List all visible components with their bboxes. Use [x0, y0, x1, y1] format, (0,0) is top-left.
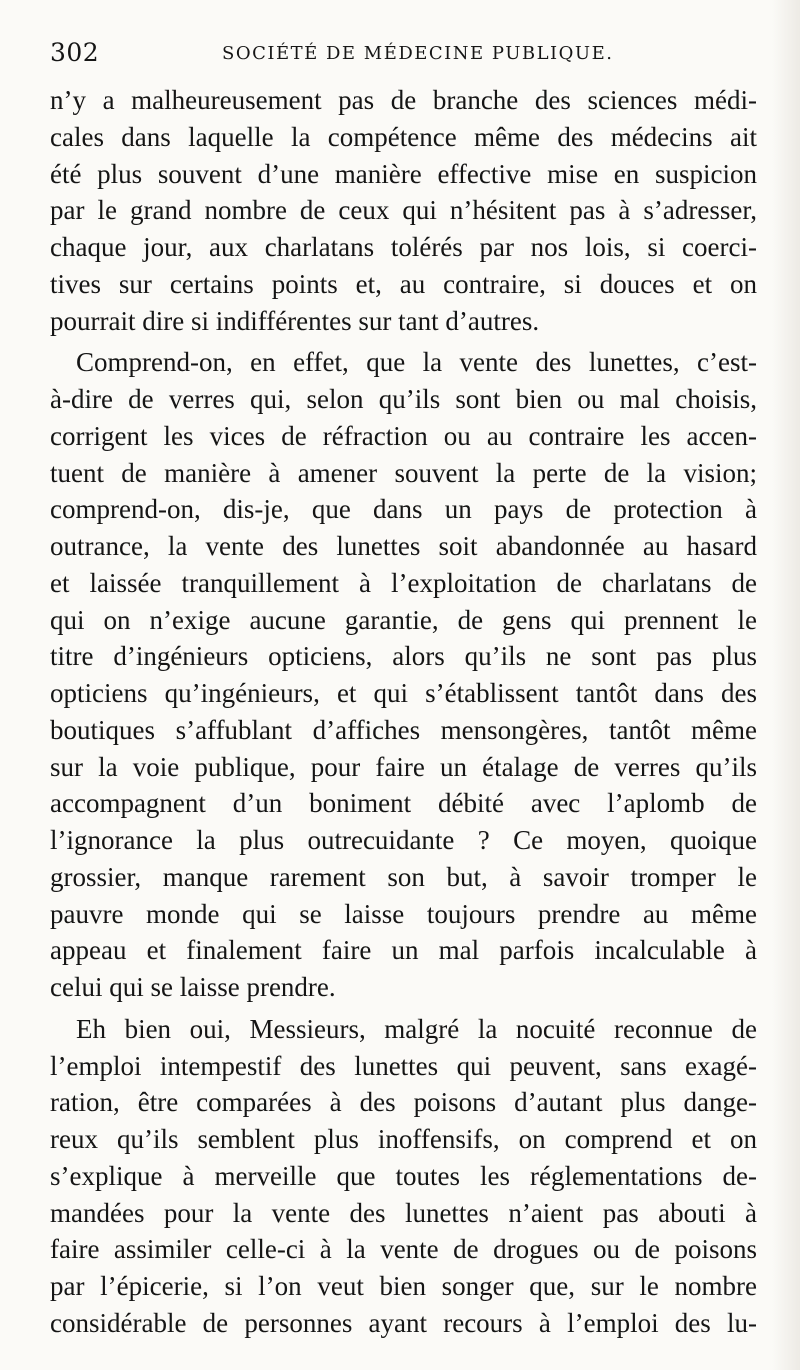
text-line: n’y a malheureusement pas de branche des sciences médi- — [50, 85, 757, 115]
text-line: pourrait dire si indifférentes sur tant d’autres. — [50, 305, 540, 336]
text-line: tives sur certains points et, au contraire, si douces et on — [50, 268, 757, 299]
text-line: comprend-on, dis-je, que dans un pays de protection à — [50, 494, 757, 525]
text-line: l’emploi intempestif des lunettes qui peuvent, sans exagé- — [50, 1050, 757, 1081]
text-line: pauvre monde qui se laisse toujours prendre au même — [50, 898, 757, 929]
text-line: boutiques s’affublant d’affiches mensongères, tantôt même — [50, 714, 757, 745]
paragraph-1 — [50, 82, 757, 339]
text-line: outrance, la vente des lunettes soit abandonnée au hasard — [50, 531, 757, 561]
text-line: cales dans laquelle la compétence même des médecins ait — [50, 121, 757, 152]
text-line: ration, être comparées à des poisons d’autant plus dange- — [50, 1087, 757, 1118]
page-number: 302 — [50, 38, 100, 67]
text-line: par l’épicerie, si l’on veut bien songer que, sur le nombre — [50, 1271, 757, 1301]
text-line: considérable de personnes ayant recours à l’emploi des lu- — [50, 1307, 757, 1338]
text-line: l’ignorance la plus outrecuidante ? Ce moyen, quoique — [50, 825, 757, 855]
text-line: chaque jour, aux charlatans tolérés par nos lois, si coerci- — [50, 232, 757, 262]
text-line: faire assimiler celle-ci à la vente de drogues ou de poisons — [50, 1234, 757, 1265]
text-line: par le grand nombre de ceux qui n’hésitent pas à s’adresser, — [50, 195, 757, 226]
paragraph-3 — [50, 1011, 757, 1342]
text-line: titre d’ingénieurs opticiens, alors qu’ils ne sont pas plus — [50, 641, 757, 672]
text-line: Eh bien oui, Messieurs, malgré la nocuité reconnue de — [76, 1013, 757, 1044]
running-head: SOCIÉTÉ DE MÉDECINE PUBLIQUE. — [222, 43, 614, 64]
text-line: opticiens qu’ingénieurs, et qui s’établissent tantôt dans des — [50, 678, 757, 708]
text-line: corrigent les vices de réfraction ou au contraire les accen- — [50, 420, 757, 451]
text-line: à-dire de verres qui, selon qu’ils sont bien ou mal choisis, — [50, 384, 757, 414]
text-line: Comprend-on, en effet, que la vente des lunettes, c’est- — [76, 347, 757, 378]
text-line: grossier, manque rarement son but, à savoir tromper le — [50, 861, 757, 892]
page-header — [50, 38, 752, 78]
text-line: accompagnent d’un boniment débité avec l’aplomb de — [50, 788, 757, 819]
text-line: appeau et finalement faire un mal parfois incalculable à — [50, 935, 757, 966]
text-line: s’explique à merveille que toutes les réglementations de- — [50, 1160, 757, 1191]
text-line: reux qu’ils semblent plus inoffensifs, on comprend et on — [50, 1124, 757, 1154]
body-text — [50, 82, 757, 1342]
text-line: sur la voie publique, pour faire un étalage de verres qu’ils — [50, 751, 757, 782]
text-line: qui on n’exige aucune garantie, de gens qui prennent le — [50, 604, 757, 635]
text-line: celui qui se laisse prendre. — [50, 972, 336, 1002]
text-line: et laissée tranquillement à l’exploitation de charlatans de — [50, 567, 757, 598]
paragraph-2 — [50, 344, 757, 1006]
text-line: mandées pour la vente des lunettes n’aient pas abouti à — [50, 1197, 757, 1228]
text-line: tuent de manière à amener souvent la perte de la vision; — [50, 457, 757, 488]
text-line: été plus souvent d’une manière effective mise en suspicion — [50, 158, 757, 189]
